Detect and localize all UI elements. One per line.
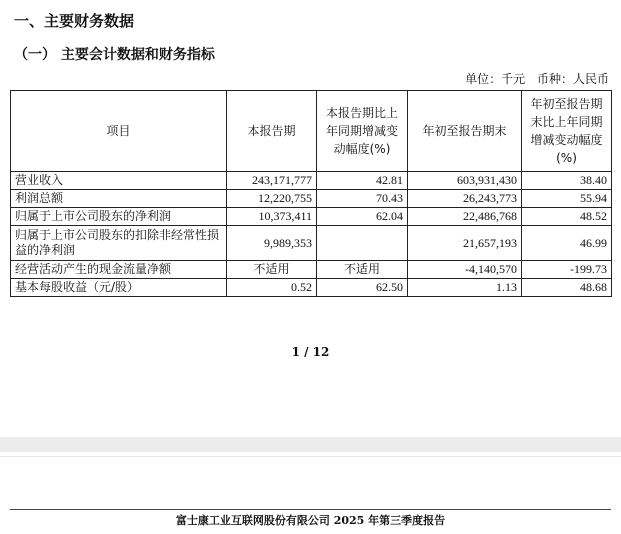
- cell-ytd-change: 55.94: [522, 190, 612, 208]
- row-label: 利润总额: [11, 190, 227, 208]
- footer-divider: [10, 509, 611, 510]
- page-break-band: [0, 437, 621, 452]
- unit-line: [457, 70, 609, 87]
- cell-current: 12,220,755: [227, 190, 317, 208]
- table-header-row: [11, 91, 612, 172]
- cell-current: 0.52: [227, 279, 317, 297]
- row-label: 经营活动产生的现金流量净额: [11, 261, 227, 279]
- row-label: 营业收入: [11, 172, 227, 190]
- table-row: [11, 208, 612, 226]
- cell-current-change: 62.04: [317, 208, 408, 226]
- cell-current-change: 70.43: [317, 190, 408, 208]
- cell-ytd-change: 48.68: [522, 279, 612, 297]
- unit-label: 单位：千元: [465, 72, 526, 86]
- header-current-change: 本报告期比上年同期增减变动幅度(%): [317, 91, 408, 172]
- cell-ytd-change: 38.40: [522, 172, 612, 190]
- cell-current-change: 不适用: [317, 261, 408, 279]
- cell-current-change: [317, 226, 408, 261]
- cell-ytd-change: -199.73: [522, 261, 612, 279]
- cell-current: 243,171,777: [227, 172, 317, 190]
- cell-ytd: 1.13: [408, 279, 522, 297]
- cell-current: 9,989,353: [227, 226, 317, 261]
- cell-current: 不适用: [227, 261, 317, 279]
- currency-label: 币种：人民币: [536, 72, 609, 86]
- row-label: 归属于上市公司股东的净利润: [11, 208, 227, 226]
- row-label: 基本每股收益（元/股）: [11, 279, 227, 297]
- cell-ytd: -4,140,570: [408, 261, 522, 279]
- table-row: [11, 279, 612, 297]
- cell-ytd-change: 48.52: [522, 208, 612, 226]
- header-current-period: 本报告期: [227, 91, 317, 172]
- cell-ytd: 21,657,193: [408, 226, 522, 261]
- financial-table: [10, 90, 612, 297]
- header-item: 项目: [11, 91, 227, 172]
- header-ytd: 年初至报告期末: [408, 91, 522, 172]
- cell-ytd: 603,931,430: [408, 172, 522, 190]
- section-title: 一、主要财务数据: [14, 12, 135, 30]
- table-row: [11, 226, 612, 261]
- cell-ytd: 22,486,768: [408, 208, 522, 226]
- table-row: [11, 172, 612, 190]
- subsection-title: （一） 主要会计数据和财务指标: [14, 47, 215, 63]
- page-break-divider: [0, 456, 621, 457]
- page-number: 1 / 12: [291, 345, 330, 359]
- cell-current: 10,373,411: [227, 208, 317, 226]
- report-footer: 富士康工业互联网股份有限公司 2025 年第三季度报告: [175, 514, 446, 527]
- row-label: 归属于上市公司股东的扣除非经常性损益的净利润: [11, 226, 227, 261]
- cell-ytd-change: 46.99: [522, 226, 612, 261]
- cell-current-change: 42.81: [317, 172, 408, 190]
- table-row: [11, 190, 612, 208]
- cell-current-change: 62.50: [317, 279, 408, 297]
- header-ytd-change: 年初至报告期末比上年同期增减变动幅度(%): [522, 91, 612, 172]
- table-row: [11, 261, 612, 279]
- cell-ytd: 26,243,773: [408, 190, 522, 208]
